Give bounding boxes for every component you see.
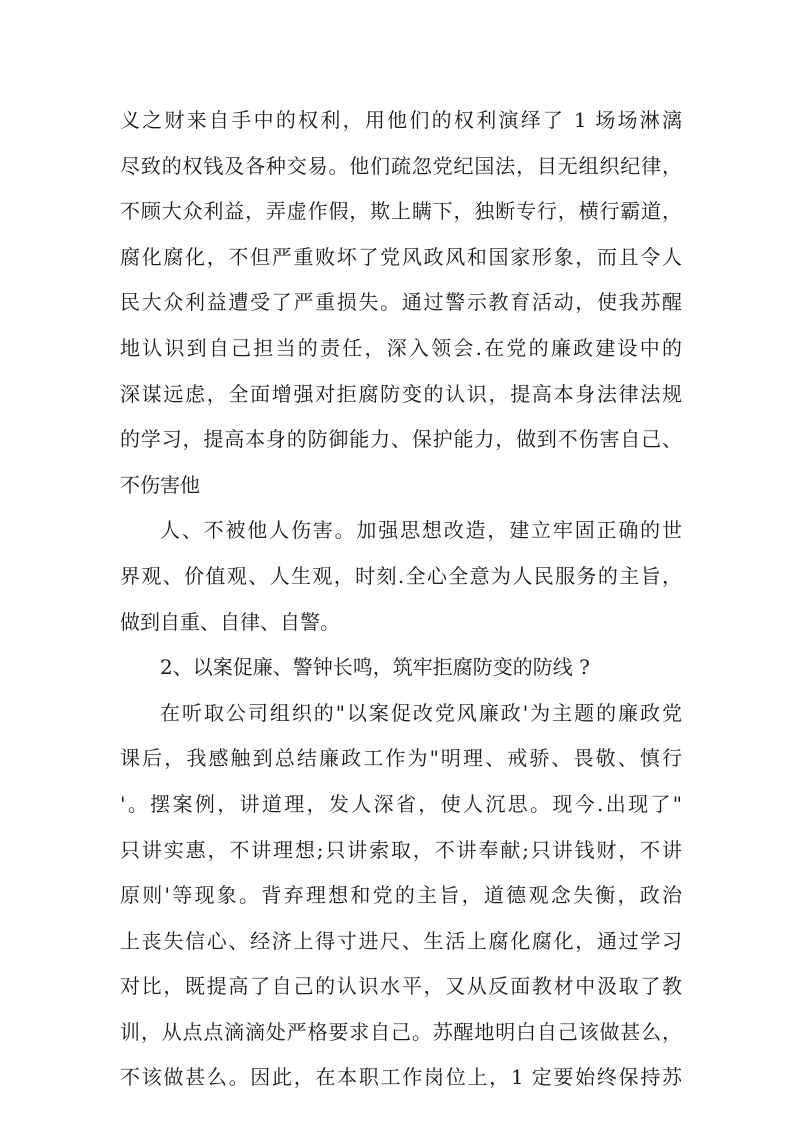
text-line: 做到自重、自律、自警。 xyxy=(120,609,340,634)
text-line: 课后，我感触到总结廉政工作为"明理、戒骄、畏敬、慎行 xyxy=(120,746,682,771)
text-line: 义之财来自手中的权利，用他们的权利演绎了 1 场场淋漓 xyxy=(120,108,682,132)
text-line: 地认识到自己担当的责任，深入领会.在党的廉政建设中的 xyxy=(120,335,682,360)
text-line: 原则'等现象。背弃理想和党的主旨，道德观念失衡，政治 xyxy=(120,883,682,908)
text-line: 不顾大众利益，弄虚作假，欺上瞒下，独断专行，横行霸道， xyxy=(120,199,682,224)
document-body xyxy=(120,98,682,1101)
text-line: 不伤害他 xyxy=(120,472,200,497)
text-line: 尽致的权钱及各种交易。他们疏忽党纪国法，目无组织纪律， xyxy=(120,153,682,178)
text-line: 腐化腐化，不但严重败坏了党风政风和国家形象，而且令人 xyxy=(120,244,682,269)
text-line: 对比，既提高了自己的认识水平，又从反面教材中汲取了教 xyxy=(120,974,682,999)
text-line: '。摆案例，讲道理，发人深省，使人沉思。现今.出现了" xyxy=(120,791,682,816)
text-line: 上丧失信心、经济上得寸进尺、生活上腐化腐化，通过学习 xyxy=(120,928,682,953)
text-line: 民大众利益遭受了严重损失。通过警示教育活动，使我苏醒 xyxy=(120,290,682,315)
text-line: 界观、价值观、人生观，时刻.全心全意为人民服务的主旨， xyxy=(120,563,682,588)
text-line: 只讲实惠，不讲理想;只讲索取，不讲奉献;只讲钱财，不讲 xyxy=(120,837,682,862)
text-line: 不该做甚么。因此，在本职工作岗位上，1 定要始终保持苏 xyxy=(120,1065,682,1090)
text-line: 深谋远虑，全面增强对拒腐防变的认识，提高本身法律法规 xyxy=(120,381,682,406)
text-line: 人、不被他人伤害。加强思想改造，建立牢固正确的世 xyxy=(160,518,682,543)
text-line: 的学习，提高本身的防御能力、保护能力，做到不伤害自己、 xyxy=(120,427,682,452)
text-line: 2、以案促廉、警钟长鸣，筑牢拒腐防变的防线 ? xyxy=(160,655,590,680)
text-line: 训，从点点滴滴处严格要求自己。苏醒地明白自己该做甚么， xyxy=(120,1019,682,1044)
text-line: 在听取公司组织的"以案促改党风廉政'为主题的廉政党 xyxy=(160,700,682,725)
